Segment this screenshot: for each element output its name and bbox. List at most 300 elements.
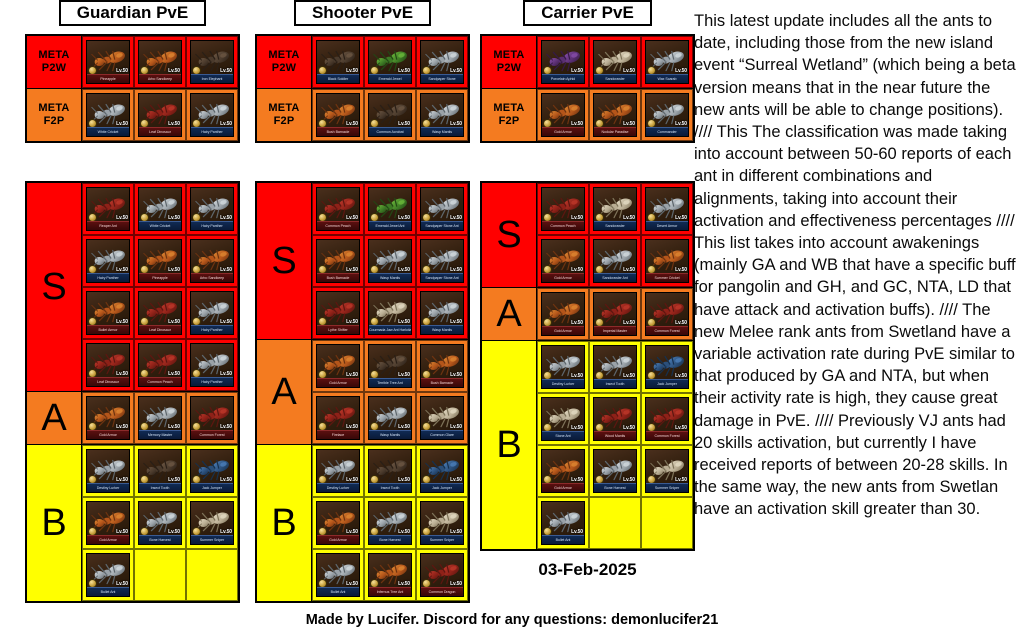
ant-name-label: Insect Tooth [594, 379, 636, 388]
ant-name-label: Porcelain Aphid [542, 74, 584, 83]
ant-card[interactable] [316, 344, 360, 388]
ant-level-label: Lv.50 [623, 425, 635, 431]
ant-level-label: Lv.50 [220, 477, 232, 483]
ant-name-label: Bush Barnacle [317, 127, 359, 136]
ant-card[interactable] [593, 397, 637, 441]
ant-card[interactable] [593, 292, 637, 336]
card-slot[interactable] [82, 549, 134, 601]
ant-level-label: Lv.50 [450, 581, 462, 587]
ant-card[interactable] [86, 291, 130, 335]
ant-name-label: Bush Barnacle [421, 378, 463, 387]
card-slot[interactable] [641, 183, 693, 235]
ant-card[interactable] [316, 93, 360, 137]
card-grid [312, 340, 468, 444]
ant-name-label: Gold Armor [87, 535, 129, 544]
card-slot[interactable] [416, 497, 468, 549]
card-slot[interactable] [312, 445, 364, 497]
card-slot[interactable] [186, 235, 238, 287]
card-slot[interactable] [364, 183, 416, 235]
card-slot[interactable] [589, 89, 641, 141]
ant-level-label: Lv.50 [346, 477, 358, 483]
ant-name-label: Bone Harvest [369, 535, 411, 544]
card-slot[interactable] [364, 497, 416, 549]
ant-card[interactable] [316, 553, 360, 597]
ant-name-label: Imperial Master [594, 326, 636, 335]
card-slot[interactable] [82, 287, 134, 339]
ant-name-label: Bullet Armor [87, 325, 129, 334]
ant-card[interactable] [593, 40, 637, 84]
card-slot[interactable] [364, 36, 416, 88]
ant-card[interactable] [593, 345, 637, 389]
ant-card[interactable] [138, 343, 182, 387]
card-slot[interactable] [134, 89, 186, 141]
card-slot[interactable] [416, 392, 468, 444]
ant-card[interactable] [316, 449, 360, 493]
ant-card[interactable] [138, 501, 182, 545]
ant-level-label: Lv.50 [220, 371, 232, 377]
card-grid [537, 288, 693, 340]
tier-cards-cell-A [312, 340, 470, 445]
ant-card[interactable] [420, 291, 464, 335]
card-slot[interactable] [416, 36, 468, 88]
ant-card[interactable] [368, 187, 412, 231]
card-slot[interactable] [312, 287, 364, 339]
tier-label-cell-B [481, 341, 537, 551]
ant-card[interactable] [593, 93, 637, 137]
meta-cards-cell [537, 35, 695, 89]
ant-card[interactable] [86, 553, 130, 597]
card-slot[interactable] [186, 89, 238, 141]
ant-name-label: Reaper Ant [87, 221, 129, 230]
card-slot[interactable] [186, 339, 238, 391]
ant-name-label: Wasp Mantis [369, 273, 411, 282]
card-slot[interactable] [537, 288, 589, 340]
card-slot[interactable] [312, 392, 364, 444]
ant-level-label: Lv.50 [398, 372, 410, 378]
card-slot[interactable] [364, 340, 416, 392]
card-slot[interactable] [537, 235, 589, 287]
ant-level-label: Lv.50 [450, 372, 462, 378]
card-slot[interactable] [82, 183, 134, 235]
card-slot[interactable] [589, 393, 641, 445]
ant-name-label: Arbo Sandkeep [139, 74, 181, 83]
ant-card[interactable] [541, 40, 585, 84]
date-stamp: 03-Feb-2025 [538, 560, 637, 579]
ant-card[interactable] [368, 291, 412, 335]
ant-card[interactable] [368, 396, 412, 440]
meta-label-line-1: META [268, 49, 300, 61]
card-slot[interactable] [82, 392, 134, 444]
ant-name-label: Bullet Ant [87, 587, 129, 596]
tier-table-shooter [255, 181, 470, 603]
card-slot[interactable] [134, 445, 186, 497]
ant-level-label: Lv.50 [675, 215, 687, 221]
ant-name-label: Firelace [317, 430, 359, 439]
ant-card[interactable] [138, 239, 182, 283]
ant-name-label: Common Glare [421, 430, 463, 439]
ant-card[interactable] [645, 292, 689, 336]
meta-label-line-2: P2W [271, 62, 297, 74]
ant-card[interactable] [190, 291, 234, 335]
card-slot[interactable] [364, 287, 416, 339]
ant-name-label: Leaf Dinosaur [139, 127, 181, 136]
ant-name-label: Black Soldier [317, 74, 359, 83]
ant-name-label: Common Forest [646, 431, 688, 440]
card-slot[interactable] [641, 36, 693, 88]
meta-cards-cell [82, 35, 240, 89]
ant-card[interactable] [316, 291, 360, 335]
ant-name-label: Destiny Lurker [317, 483, 359, 492]
ant-card[interactable] [645, 187, 689, 231]
ant-card[interactable] [645, 40, 689, 84]
meta-label-cell [26, 35, 82, 89]
card-slot[interactable] [537, 393, 589, 445]
ant-name-label: Hairy Panther [191, 377, 233, 386]
ant-card[interactable] [86, 93, 130, 137]
card-slot[interactable] [134, 392, 186, 444]
ant-name-label: Common Forest [646, 326, 688, 335]
tier-column-shooter [255, 0, 470, 603]
card-slot[interactable] [312, 340, 364, 392]
ant-card[interactable] [138, 396, 182, 440]
card-slot[interactable] [589, 183, 641, 235]
ant-card[interactable] [316, 187, 360, 231]
ant-level-label: Lv.50 [623, 477, 635, 483]
ant-card[interactable] [541, 292, 585, 336]
ant-name-label: Wasp Mantis [421, 325, 463, 334]
meta-label-line-2: P2W [496, 62, 522, 74]
card-slot[interactable] [416, 235, 468, 287]
ant-card[interactable] [541, 449, 585, 493]
ant-card[interactable] [86, 40, 130, 84]
ant-level-label: Lv.50 [450, 424, 462, 430]
tier-label-cell-A [26, 392, 82, 445]
section-spacer [25, 143, 240, 181]
card-slot[interactable] [416, 89, 468, 141]
column-header-shooter [255, 0, 470, 26]
ant-name-label: Bush Barnacle [317, 273, 359, 282]
ant-card[interactable] [86, 449, 130, 493]
meta-label-cell [256, 35, 312, 89]
ant-card[interactable] [593, 449, 637, 493]
card-slot[interactable] [134, 287, 186, 339]
column-header-label: Guardian PvE [59, 0, 206, 26]
ant-level-label: Lv.50 [168, 215, 180, 221]
ant-card[interactable] [420, 187, 464, 231]
tier-row-S [481, 182, 694, 288]
ant-level-label: Lv.50 [168, 68, 180, 74]
ant-card[interactable] [420, 344, 464, 388]
ant-level-label: Lv.50 [623, 121, 635, 127]
card-grid [82, 392, 238, 444]
card-slot[interactable] [364, 235, 416, 287]
card-slot[interactable] [186, 445, 238, 497]
ant-name-label: Gold Armor [87, 430, 129, 439]
ant-level-label: Lv.50 [450, 529, 462, 535]
card-slot[interactable] [416, 287, 468, 339]
tier-label-B: B [41, 502, 67, 544]
card-slot[interactable] [416, 445, 468, 497]
ant-card[interactable] [86, 343, 130, 387]
meta-label-line-2: F2P [498, 115, 520, 127]
card-slot[interactable] [312, 497, 364, 549]
card-grid [312, 89, 468, 141]
ant-level-label: Lv.50 [168, 371, 180, 377]
card-slot[interactable] [134, 235, 186, 287]
card-slot[interactable] [641, 89, 693, 141]
card-slot[interactable] [537, 445, 589, 497]
ant-card[interactable] [541, 345, 585, 389]
ant-name-label: Sandpaper Stone Ant [421, 273, 463, 282]
ant-name-label: Hairy Panther [191, 127, 233, 136]
ant-level-label: Lv.50 [168, 424, 180, 430]
ant-level-label: Lv.50 [450, 121, 462, 127]
ant-level-label: Lv.50 [116, 581, 128, 587]
card-slot[interactable] [364, 549, 416, 601]
card-slot[interactable] [186, 497, 238, 549]
card-slot[interactable] [134, 36, 186, 88]
card-slot[interactable] [82, 235, 134, 287]
ant-card[interactable] [138, 449, 182, 493]
ant-card[interactable] [593, 239, 637, 283]
card-slot[interactable] [134, 497, 186, 549]
ant-card[interactable] [541, 239, 585, 283]
ant-card[interactable] [368, 449, 412, 493]
tier-label-S: S [271, 240, 297, 282]
ant-level-label: Lv.50 [675, 68, 687, 74]
tier-label-cell-S [26, 182, 82, 392]
ant-card[interactable] [190, 187, 234, 231]
ant-name-label: Terrible Tree Ant [369, 378, 411, 387]
ant-card[interactable] [368, 501, 412, 545]
card-slot[interactable] [312, 89, 364, 141]
ant-name-label: Insect Tooth [369, 483, 411, 492]
ant-level-label: Lv.50 [220, 267, 232, 273]
ant-name-label: Stone Ant [542, 431, 584, 440]
card-slot[interactable] [537, 341, 589, 393]
ant-card[interactable] [420, 553, 464, 597]
ant-level-label: Lv.50 [346, 581, 358, 587]
ant-name-label: Jack Jumper [191, 483, 233, 492]
card-slot[interactable] [82, 36, 134, 88]
ant-card[interactable] [190, 396, 234, 440]
card-slot[interactable] [589, 341, 641, 393]
ant-card[interactable] [190, 93, 234, 137]
ant-card[interactable] [86, 239, 130, 283]
meta-label-cell [481, 89, 537, 143]
card-slot[interactable] [641, 341, 693, 393]
ant-name-label: Destiny Lurker [542, 379, 584, 388]
ant-card[interactable] [86, 501, 130, 545]
ant-name-label: Hairy Panther [87, 273, 129, 282]
ant-card[interactable] [316, 501, 360, 545]
card-slot[interactable] [82, 445, 134, 497]
ant-name-label: Bullet Ant [542, 535, 584, 544]
ant-card[interactable] [420, 93, 464, 137]
ant-level-label: Lv.50 [346, 529, 358, 535]
card-slot[interactable] [186, 287, 238, 339]
ant-card[interactable] [420, 239, 464, 283]
card-slot[interactable] [364, 89, 416, 141]
ant-level-label: Lv.50 [220, 215, 232, 221]
ant-card[interactable] [420, 40, 464, 84]
tier-cards-cell-A [537, 288, 695, 341]
ant-card[interactable] [420, 501, 464, 545]
card-slot[interactable] [134, 183, 186, 235]
meta-cards-cell [537, 89, 695, 143]
ant-card[interactable] [593, 187, 637, 231]
ant-name-label: Summer Cricket [646, 273, 688, 282]
card-slot[interactable] [186, 392, 238, 444]
card-slot[interactable] [537, 89, 589, 141]
card-slot[interactable] [641, 445, 693, 497]
tier-row-S [26, 182, 239, 392]
ant-card[interactable] [190, 501, 234, 545]
ant-card[interactable] [420, 396, 464, 440]
card-slot[interactable] [589, 445, 641, 497]
ant-name-label: Gold Armor [542, 483, 584, 492]
card-slot[interactable] [537, 497, 589, 549]
card-slot[interactable] [589, 235, 641, 287]
tier-row-B [256, 445, 469, 603]
card-slot[interactable] [134, 339, 186, 391]
ant-card[interactable] [368, 93, 412, 137]
ant-card[interactable] [420, 449, 464, 493]
ant-card[interactable] [316, 239, 360, 283]
ant-card[interactable] [645, 449, 689, 493]
ant-card[interactable] [316, 396, 360, 440]
meta-label-line-1: META [493, 102, 525, 114]
ant-card[interactable] [368, 40, 412, 84]
ant-name-label: Leaf Dinosaur [87, 377, 129, 386]
ant-level-label: Lv.50 [346, 68, 358, 74]
card-slot[interactable] [312, 36, 364, 88]
card-slot[interactable] [82, 89, 134, 141]
ant-card[interactable] [645, 239, 689, 283]
card-slot[interactable] [364, 445, 416, 497]
ant-card[interactable] [190, 343, 234, 387]
card-slot[interactable] [364, 392, 416, 444]
ant-level-label: Lv.50 [398, 68, 410, 74]
section-spacer [480, 143, 695, 181]
ant-card[interactable] [138, 93, 182, 137]
card-grid [537, 89, 693, 141]
meta-row [256, 89, 469, 143]
card-slot[interactable] [537, 36, 589, 88]
card-slot[interactable] [641, 288, 693, 340]
card-slot[interactable] [186, 36, 238, 88]
ant-level-label: Lv.50 [675, 477, 687, 483]
ant-level-label: Lv.50 [398, 267, 410, 273]
tier-cards-cell-B [537, 341, 695, 551]
ant-name-label: Arbo Sandkeep [191, 273, 233, 282]
ant-level-label: Lv.50 [571, 320, 583, 326]
card-slot[interactable] [82, 497, 134, 549]
ant-level-label: Lv.50 [571, 529, 583, 535]
ant-card[interactable] [368, 239, 412, 283]
ant-name-label: Commander [646, 127, 688, 136]
ant-name-label: Sandcrawler [594, 221, 636, 230]
ant-card[interactable] [645, 397, 689, 441]
tier-label-cell-S [481, 182, 537, 288]
meta-label-line-1: META [268, 102, 300, 114]
ant-card[interactable] [86, 187, 130, 231]
ant-card[interactable] [645, 93, 689, 137]
ant-name-label: Jack Jumper [421, 483, 463, 492]
ant-card[interactable] [541, 93, 585, 137]
card-slot[interactable] [537, 183, 589, 235]
ant-card[interactable] [541, 501, 585, 545]
meta-table-guardian [25, 34, 240, 143]
meta-row [481, 35, 694, 89]
card-slot-empty [134, 549, 186, 601]
card-slot[interactable] [312, 235, 364, 287]
ant-card[interactable] [368, 553, 412, 597]
card-slot[interactable] [641, 393, 693, 445]
ant-card[interactable] [86, 396, 130, 440]
section-spacer [255, 143, 470, 181]
ant-card[interactable] [190, 449, 234, 493]
card-slot[interactable] [186, 183, 238, 235]
ant-level-label: Lv.50 [116, 267, 128, 273]
tier-column-guardian [25, 0, 240, 603]
ant-name-label: Leaf Dinosaur [139, 325, 181, 334]
ant-name-label: Wax Scarab [646, 74, 688, 83]
ant-level-label: Lv.50 [571, 477, 583, 483]
card-slot[interactable] [82, 339, 134, 391]
card-slot[interactable] [312, 183, 364, 235]
ant-level-label: Lv.50 [450, 267, 462, 273]
ant-card[interactable] [368, 344, 412, 388]
tier-cards-cell-S [82, 182, 240, 392]
ant-card[interactable] [190, 40, 234, 84]
tier-cards-cell-S [537, 182, 695, 288]
ant-card[interactable] [138, 40, 182, 84]
ant-level-label: Lv.50 [168, 319, 180, 325]
ant-level-label: Lv.50 [116, 477, 128, 483]
card-grid [82, 445, 238, 601]
ant-card[interactable] [138, 291, 182, 335]
ant-level-label: Lv.50 [675, 267, 687, 273]
card-slot[interactable] [641, 235, 693, 287]
card-slot[interactable] [416, 183, 468, 235]
ant-card[interactable] [138, 187, 182, 231]
ant-card[interactable] [190, 239, 234, 283]
meta-table-carrier [480, 34, 695, 143]
ant-level-label: Lv.50 [116, 319, 128, 325]
card-slot[interactable] [589, 288, 641, 340]
meta-label-line-1: META [493, 49, 525, 61]
tier-label-cell-S [256, 182, 312, 340]
card-slot[interactable] [589, 36, 641, 88]
ant-card[interactable] [645, 345, 689, 389]
meta-row [26, 89, 239, 143]
ant-name-label: Sandcrawler Ant [594, 273, 636, 282]
ant-name-label: Common Dragon [421, 587, 463, 596]
ant-card[interactable] [316, 40, 360, 84]
card-slot[interactable] [312, 549, 364, 601]
ant-card[interactable] [541, 187, 585, 231]
ant-level-label: Lv.50 [220, 424, 232, 430]
card-slot[interactable] [416, 549, 468, 601]
ant-level-label: Lv.50 [220, 529, 232, 535]
ant-card[interactable] [541, 397, 585, 441]
ant-name-label: Wasp Mantis [421, 127, 463, 136]
ant-level-label: Lv.50 [571, 267, 583, 273]
card-slot[interactable] [416, 340, 468, 392]
tier-label-cell-A [256, 340, 312, 445]
ant-name-label: Insect Tooth [139, 483, 181, 492]
